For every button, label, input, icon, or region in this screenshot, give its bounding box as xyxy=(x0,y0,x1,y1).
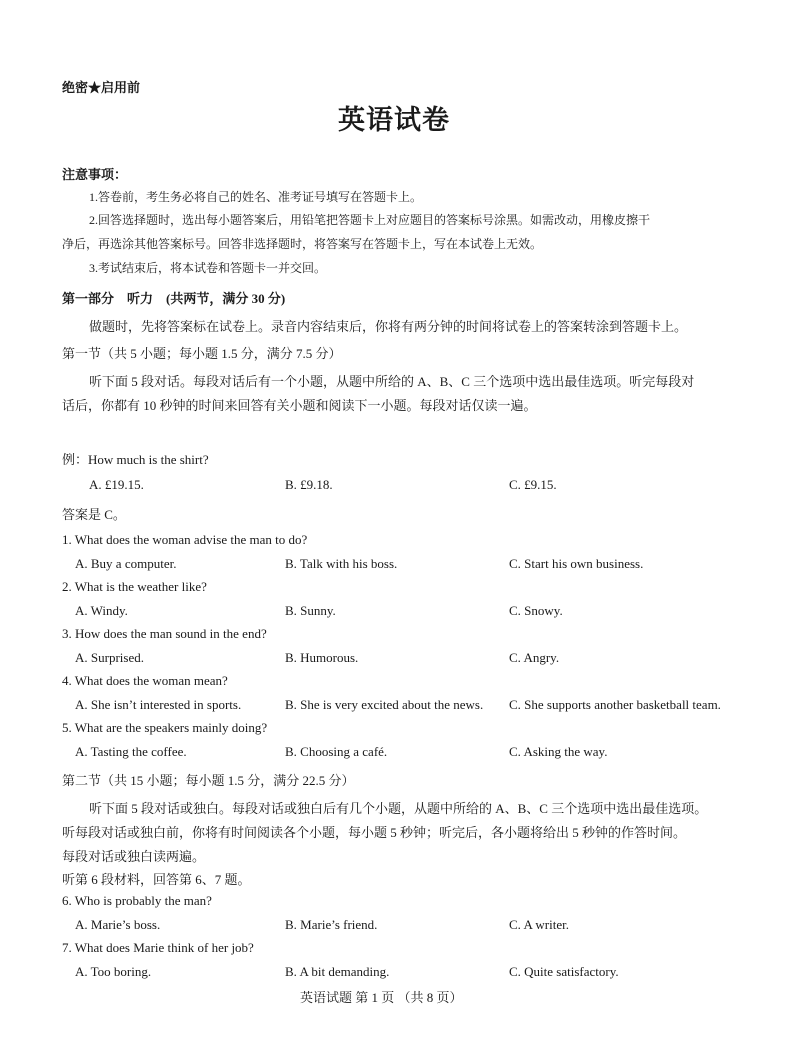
question-1-options xyxy=(0,556,794,574)
section1-instruction-2: 话后，你都有 10 秒钟的时间来回答有关小题和阅读下一小题。每段对话仅读一遍。 xyxy=(62,398,537,413)
question-2: 2. What is the weather like? xyxy=(62,579,207,594)
question-7-options xyxy=(0,964,794,982)
option-b: B. Humorous. xyxy=(285,650,359,665)
option-c: C. Angry. xyxy=(509,650,560,665)
option-a: A. Too boring. xyxy=(75,964,152,979)
section2-instruction-1: 听下面 5 段对话或独白。每段对话或独白后有几个小题，从题中所给的 A、B、C 三个选项中选出最佳选项。 xyxy=(89,801,708,816)
option-a: A. Windy. xyxy=(75,603,128,618)
confidential-mark: 绝密★启用前 xyxy=(62,80,141,95)
option-b: B. £9.18. xyxy=(285,477,333,492)
question-6: 6. Who is probably the man? xyxy=(62,893,212,908)
notice-item-2: 2.回答选择题时，选出每小题答案后，用铅笔把答题卡上对应题目的答案标号涂黑。如需改动，用橡皮擦干 xyxy=(89,213,651,227)
question-5-options xyxy=(0,744,794,762)
question-4-options xyxy=(0,697,794,715)
example-options xyxy=(0,477,794,495)
question-6-options xyxy=(0,917,794,935)
question-5: 5. What are the speakers mainly doing? xyxy=(62,720,268,735)
option-c: C. Quite satisfactory. xyxy=(509,964,619,979)
notice-item-3: 3.考试结束后，将本试卷和答题卡一并交回。 xyxy=(89,261,327,275)
notice-item-1: 1.答卷前，考生务必将自己的姓名、准考证号填写在答题卡上。 xyxy=(89,190,423,204)
notice-item-2-cont: 净后，再选涂其他答案标号。回答非选择题时，将答案写在答题卡上，写在本试卷上无效。 xyxy=(62,237,543,251)
option-c: C. Snowy. xyxy=(509,603,563,618)
option-b: B. Choosing a café. xyxy=(285,744,388,759)
option-c: C. Asking the way. xyxy=(509,744,608,759)
option-a: A. Tasting the coffee. xyxy=(75,744,187,759)
question-1: 1. What does the woman advise the man to do? xyxy=(62,532,308,547)
option-a: A. Marie’s boss. xyxy=(75,917,161,932)
option-c: C. £9.15. xyxy=(509,477,557,492)
question-3: 3. How does the man sound in the end? xyxy=(62,626,267,641)
question-4: 4. What does the woman mean? xyxy=(62,673,228,688)
option-a: A. She isn’t interested in sports. xyxy=(75,697,242,712)
option-a: A. Surprised. xyxy=(75,650,144,665)
option-b: B. Marie’s friend. xyxy=(285,917,378,932)
option-a: A. £19.15. xyxy=(89,477,144,492)
option-b: B. She is very excited about the news. xyxy=(285,697,484,712)
option-a: A. Buy a computer. xyxy=(75,556,177,571)
option-c: C. A writer. xyxy=(509,917,569,932)
material-6-note: 听第 6 段材料，回答第 6、7 题。 xyxy=(62,872,251,887)
page-title: 英语试卷 xyxy=(338,105,450,135)
question-3-options xyxy=(0,650,794,668)
part1-instruction: 做题时，先将答案标在试卷上。录音内容结束后，你将有两分钟的时间将试卷上的答案转涂到答题卡上。 xyxy=(89,319,688,334)
section2-heading: 第二节（共 15 小题；每小题 1.5 分，满分 22.5 分） xyxy=(62,773,355,788)
question-7: 7. What does Marie think of her job? xyxy=(62,940,254,955)
example-answer: 答案是 C。 xyxy=(62,507,126,522)
section1-heading: 第一节（共 5 小题；每小题 1.5 分，满分 7.5 分） xyxy=(62,346,342,361)
option-b: B. Sunny. xyxy=(285,603,336,618)
option-b: B. Talk with his boss. xyxy=(285,556,398,571)
notice-heading: 注意事项： xyxy=(62,167,128,182)
section1-instruction-1: 听下面 5 段对话。每段对话后有一个小题，从题中所给的 A、B、C 三个选项中选出最佳选项。听完每段对 xyxy=(89,374,695,389)
section2-instruction-2: 听每段对话或独白前，你将有时间阅读各个小题，每小题 5 秒钟；听完后，各小题将给出 5 秒钟的作答时间。 xyxy=(62,825,687,840)
part1-heading: 第一部分 听力 (共两节，满分 30 分) xyxy=(62,291,286,306)
option-c: C. Start his own business. xyxy=(509,556,644,571)
question-2-options xyxy=(0,603,794,621)
option-b: B. A bit demanding. xyxy=(285,964,390,979)
option-c: C. She supports another basketball team. xyxy=(509,697,721,712)
section2-instruction-3: 每段对话或独白读两遍。 xyxy=(62,849,206,864)
page-footer: 英语试题 第 1 页 （共 8 页） xyxy=(300,990,463,1005)
example-question: 例：How much is the shirt? xyxy=(62,452,209,467)
